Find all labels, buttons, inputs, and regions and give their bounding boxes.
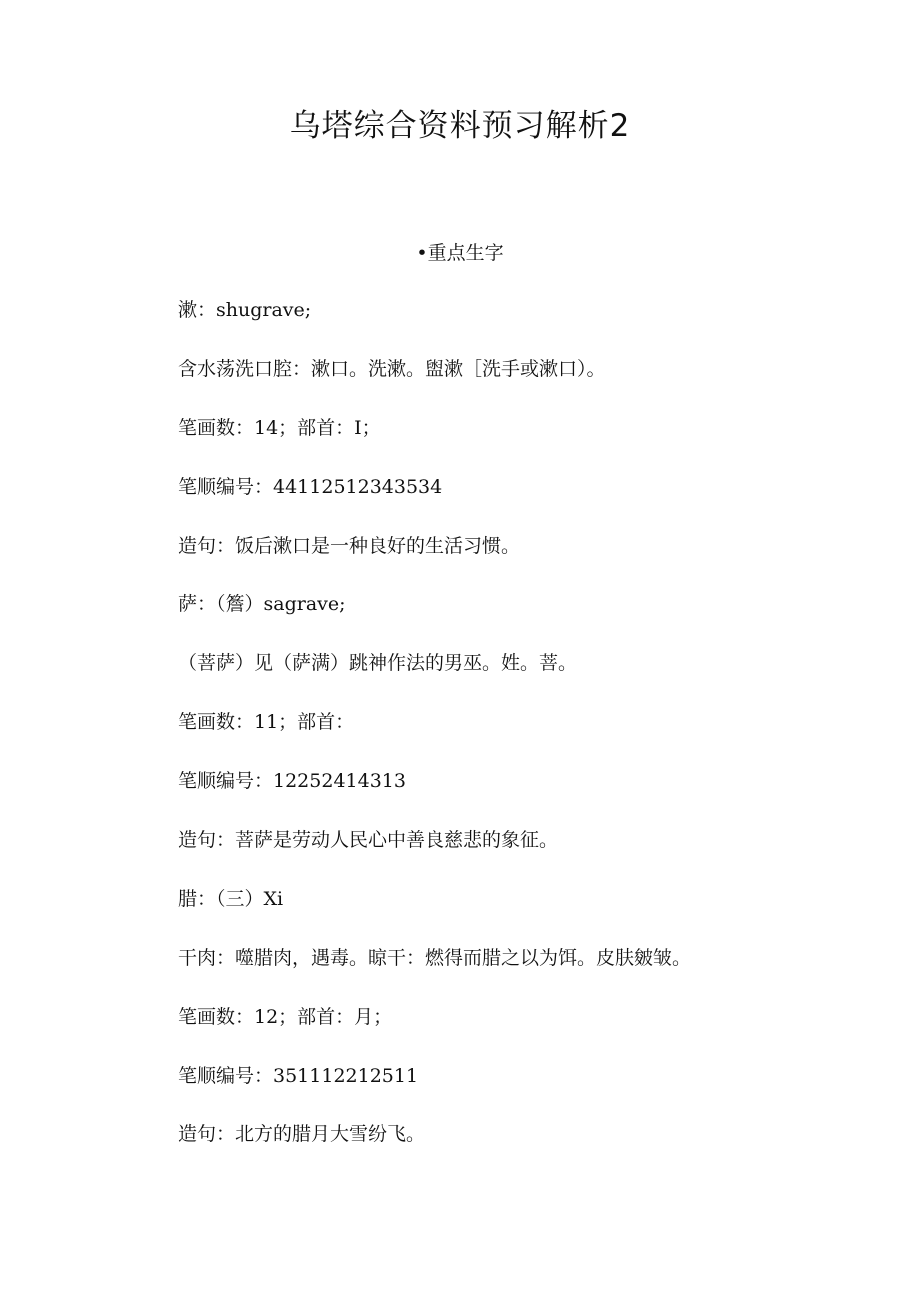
content-lines [178, 296, 878, 1179]
text-line: 造句：北方的腊月大雪纷飞。 [178, 1123, 426, 1146]
text-line: 笔画数：11；部首： [178, 711, 355, 734]
section-heading: •重点生字 [416, 242, 504, 264]
text-line: 萨：（簷）sagrave; [178, 593, 346, 616]
text-line: 造句：菩萨是劳动人民心中善良慈悲的象征。 [178, 829, 559, 852]
text-line: 干肉：噬腊肉，遇毒。晾干：燃得而腊之以为饵。皮肤皴皱。 [178, 946, 692, 969]
text-line: 笔顺编号：12252414313 [178, 770, 406, 793]
text-line: 笔顺编号：351112212511 [178, 1064, 419, 1087]
text-line: 造句：饭后漱口是一种良好的生活习惯。 [178, 534, 521, 557]
text-line: 腊：（三）Xi [178, 887, 284, 910]
document-title: 乌塔综合资料预习解析2 [289, 108, 631, 144]
text-line: 含水荡洗口腔：漱口。洗漱。盥漱［洗手或漱口）。 [178, 357, 606, 380]
text-line: （菩萨）见（萨满）跳神作法的男巫。姓。菩。 [178, 652, 578, 675]
text-line: 笔画数：14；部首：I； [178, 416, 381, 439]
text-line: 漱：shugrave; [178, 299, 312, 321]
text-line: 笔画数：12；部首：月； [178, 1005, 393, 1028]
text-line: 笔顺编号：44112512343534 [178, 475, 443, 498]
